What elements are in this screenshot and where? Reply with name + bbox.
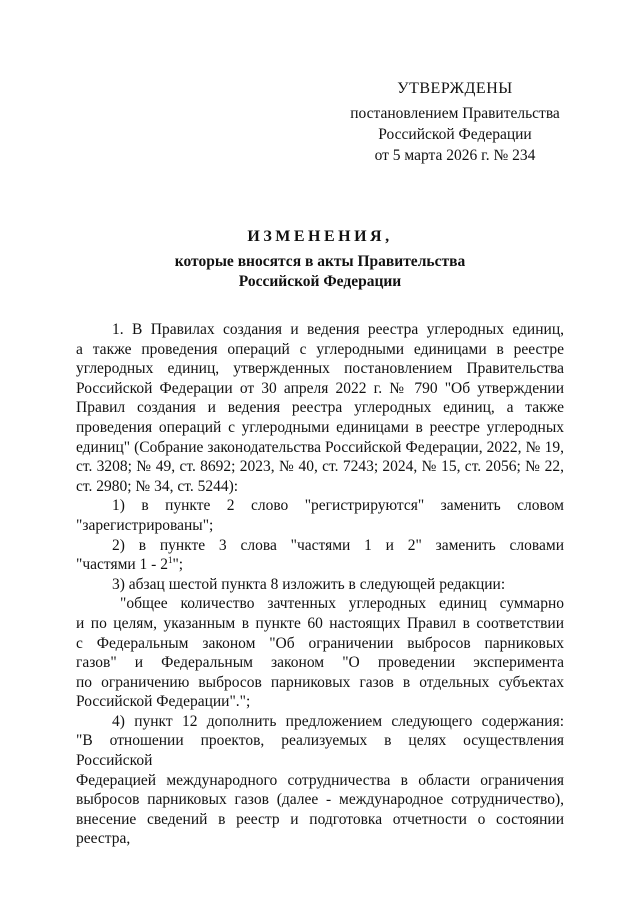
heading-subtitle-line-1: которые вносятся в акты Правительства xyxy=(174,253,466,270)
paragraph-1-line: углеродных единиц, утвержденных постановлением Правительства xyxy=(76,360,564,378)
paragraph-1-line: проведения операций с углеродными единицами в реестре углеродных xyxy=(76,418,564,436)
heading-subtitle xyxy=(60,252,580,292)
item-1-line: 1) в пункте 2 слово "регистрируются" заменить словом xyxy=(112,497,564,515)
quote-line: по ограничению выбросов парниковых газов в отдельных субъектах xyxy=(76,673,564,691)
item-1-line: "зарегистрированы"; xyxy=(76,516,214,534)
item-2-text: "частями 1 - 2 xyxy=(76,556,168,574)
item-2-tail: "; xyxy=(172,556,184,574)
item-4-line: "В отношении проектов, реализуемых в целях осуществления Российской xyxy=(76,732,564,770)
paragraph-1-line: Российской Федерации от 30 апреля 2022 г. № 790 "Об утверждении xyxy=(76,379,564,397)
item-4-line: внесение сведений в реестр и подготовка отчетности о состоянии реестра, xyxy=(76,810,564,848)
quote-line: с Федеральным законом "Об ограничении выбросов парниковых xyxy=(76,634,564,652)
quote-line: и по целям, указанным в пункте 60 настоящих Правил в соответствии xyxy=(76,614,564,632)
paragraph-1-line: ст. 3208; № 49, ст. 8692; 2023, № 40, ст. 7243; 2024, № 15, ст. 2056; № 22, xyxy=(76,458,564,476)
approval-block xyxy=(330,78,580,166)
paragraph-1-line: ст. 2980; № 34, ст. 5244): xyxy=(76,477,239,495)
document-heading xyxy=(60,226,580,292)
approval-line-2: Российской Федерации xyxy=(378,126,532,143)
paragraph-1-line: а также проведения операций с углеродными единицами в реестре xyxy=(76,340,564,358)
paragraph-1-line: 1. В Правилах создания и ведения реестра углеродных единиц, xyxy=(112,321,564,338)
item-2-line-end xyxy=(76,555,564,575)
approval-line-1: постановлением Правительства xyxy=(350,105,560,122)
paragraph-1-line: Правил создания и ведения реестра углеродных единиц, а также xyxy=(76,399,564,417)
item-2-line: 2) в пункте 3 слова "частями 1 и 2" заменить словами xyxy=(112,536,564,554)
quote-line: газов" и Федеральным законом "О проведении эксперимента xyxy=(76,654,564,672)
approval-title: УТВЕРЖДЕНЫ xyxy=(397,80,513,97)
item-4-line: 4) пункт 12 дополнить предложением следующего содержания: xyxy=(112,712,564,730)
heading-title: ИЗМЕНЕНИЯ, xyxy=(247,228,393,245)
item-4-line: выбросов парниковых газов (далее - международное сотрудничество), xyxy=(76,791,564,809)
quote-line: Российской Федерации"."; xyxy=(76,693,251,711)
quote-line: "общее количество зачтенных углеродных единиц суммарно xyxy=(120,595,564,613)
item-3-line: 3) абзац шестой пункта 8 изложить в следующей редакции: xyxy=(112,575,506,593)
paragraph-1-line: единиц" (Собрание законодательства Российской Федерации, 2022, № 19, xyxy=(76,438,564,456)
document-body xyxy=(76,320,564,849)
heading-subtitle-line-2: Российской Федерации xyxy=(238,273,402,290)
approval-line-3: от 5 марта 2026 г. № 234 xyxy=(374,147,536,164)
item-4-line: Федерацией международного сотрудничества в области ограничения xyxy=(76,771,564,789)
item-2-superscript: 1 xyxy=(167,555,173,566)
